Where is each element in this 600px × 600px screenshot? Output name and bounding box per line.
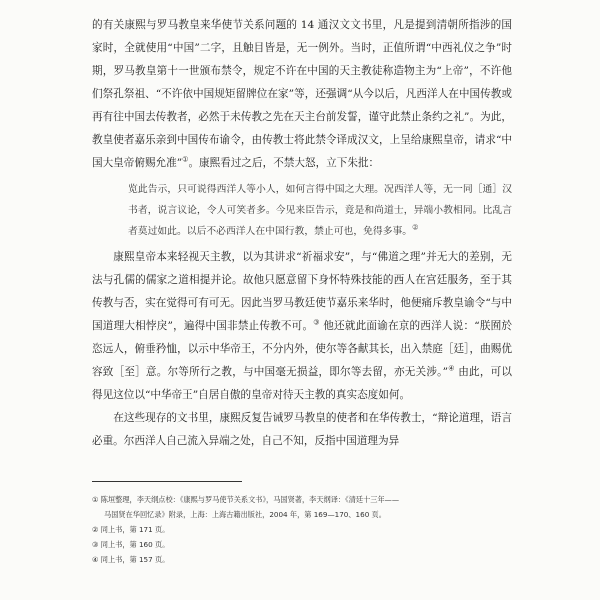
paragraph-3 — [92, 407, 512, 453]
footnote-ref-3[interactable]: ③ — [313, 318, 320, 327]
paragraph-2 — [92, 246, 512, 407]
footnote-text: 陈垣整理，李天纲点校：《康熙与罗马使节关系文书》，马国贤著，李天纲译：《清廷十三年—— — [100, 495, 400, 504]
paragraph-text: 他还就此面谕在京的西洋人说：“朕囿於恣远人，俯垂矜恤，以示中华帝王，不分内外，使尔等各献其长，出入禁庭［廷］，曲赐优容致［至］意。尔等所行之教，与中国毫无损益，即尔等去留，亦无关涉。” — [92, 320, 512, 378]
paragraph-text: 的有关康熙与罗马教皇来华使节关系问题的 14 通汉文文书里，凡是提到清朝所指涉的国家时，全就使用“中国”二字，且触目皆是，无一例外。当时，正值所谓“中西礼仪之争”时期，罗马教皇第十一世颁布禁令，规定不许在中国的天主教徒称造物主为“上帝”，不许他们祭孔祭祖、“不许依中国规矩留牌位在家”等，还强调“从今以后，凡西洋人在中国传教或再有往中国去传教者，必然于未传教之先在天主台前发誓，谨守此禁止条约之礼”。为此，教皇使者嘉乐亲到中国传布谕令，由传教士将此禁令译成汉文，上呈给康熙皇帝，请求“中国大皇帝俯赐允准” — [92, 19, 512, 169]
paragraph-text: 康熙皇帝本来轻视天主教，以为其讲求“祈福求安”，与“佛道之理”并无大的差别，无法与孔儒的儒家之道相提并论。故他只愿意留下身怀特殊技能的西人在宫廷服务，至于其传教与否，实在觉得可有可无。因此当罗马教廷使节嘉乐来华时，他便痛斥教皇谕令“与中国道理大相悖戾”，遍得中国非禁止传教不可。 — [92, 251, 512, 332]
footnote-mark: ① — [92, 495, 99, 504]
footnote-3 — [92, 537, 512, 552]
footnote-2 — [92, 522, 512, 537]
block-quote — [92, 179, 512, 242]
footnote-1 — [92, 492, 512, 522]
footnote-text: 同上书，第 157 页。 — [100, 555, 170, 564]
footnote-mark: ④ — [92, 555, 99, 564]
footnote-mark: ③ — [92, 540, 99, 549]
paragraph-text: 由此，可以得见这位以“中华帝王”自居自傲的皇帝对待天主教的真实态度如何。 — [92, 366, 512, 401]
footnotes — [92, 492, 512, 567]
paragraph-text: 在这些现存的文书里，康熙反复告诫罗马教皇的使者和在华传教士，“辩论道理，语言必重。尔西洋人自己流入异端之处，自己不知，反指中国道理为异 — [92, 412, 512, 447]
paragraph-1 — [92, 14, 512, 175]
footnote-divider — [92, 481, 242, 482]
footnote-ref-2[interactable]: ② — [412, 223, 419, 232]
footnote-text: 同上书，第 171 页。 — [100, 525, 170, 534]
quote-text: 览此告示，只可说得西洋人等小人，如何言得中国之大理。况西洋人等，无一同［通］汉书者，说言议论，令人可笑者多。今见来臣告示，竟是和尚道士，异端小教相同。比乱言者莫过如此。以后不必西洋人在中国行教，禁止可也，免得多事。 — [128, 184, 512, 237]
footnote-4 — [92, 552, 512, 567]
paragraph-text: 。康熙看过之后，不禁大怒，立下朱批： — [188, 157, 380, 169]
footnote-mark: ② — [92, 525, 99, 534]
footnote-text-continued: 马国贤在华回忆录》附录，上海：上海古籍出版社，2004 年，第 169—170、160 页。 — [104, 510, 386, 519]
footnote-ref-4[interactable]: ④ — [448, 364, 455, 373]
footnote-text: 同上书，第 160 页。 — [100, 540, 170, 549]
page — [92, 14, 512, 567]
footnote-ref-1[interactable]: ① — [182, 155, 189, 164]
body-text — [92, 14, 512, 453]
